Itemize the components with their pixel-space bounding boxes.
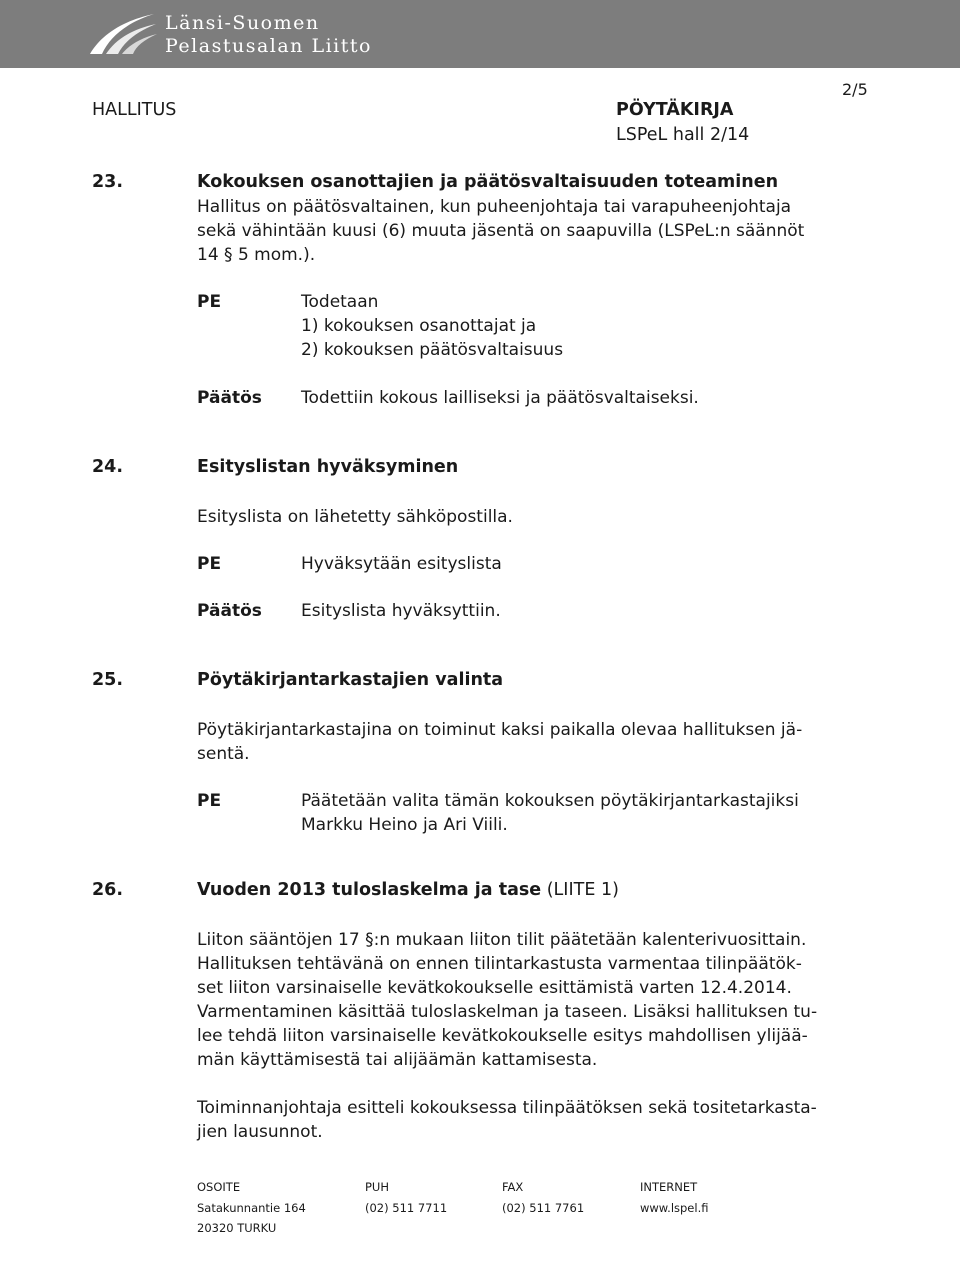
- section-title: Esityslistan hyväksyminen: [197, 457, 459, 477]
- footer-address-label: OSOITE: [197, 1180, 241, 1194]
- paragraph-line: män käyttämisestä tai alijäämän kattamisesta.: [197, 1050, 598, 1070]
- section-number: 23.: [92, 172, 124, 192]
- footer-internet-label: INTERNET: [640, 1180, 698, 1194]
- proposal-label: PE: [197, 292, 222, 312]
- section-body-line: sentä.: [197, 744, 250, 764]
- proposal-line: Markku Heino ja Ari Viili.: [301, 815, 508, 835]
- paragraph-line: Toiminnanjohtaja esitteli kokouksessa tilinpäätöksen sekä tositetarkasta-: [197, 1098, 817, 1118]
- proposal-line: 1) kokouksen osanottajat ja: [301, 316, 537, 336]
- section-title: Pöytäkirjantarkastajien valinta: [197, 670, 504, 690]
- footer-fax: (02) 511 7761: [502, 1201, 585, 1215]
- section-title: Vuoden 2013 tuloslaskelma ja tase: [197, 880, 542, 900]
- section-number: 25.: [92, 670, 124, 690]
- proposal-line: 2) kokouksen päätösvaltaisuus: [301, 340, 564, 360]
- logo-swoosh-icon: [88, 10, 158, 56]
- section-body-line: sekä vähintään kuusi (6) muuta jäsentä on saapuvilla (LSPeL:n säännöt: [197, 221, 805, 241]
- paragraph-line: Liiton sääntöjen 17 §:n mukaan liiton tilit päätetään kalenterivuosittain.: [197, 930, 807, 950]
- footer-fax-label: FAX: [502, 1180, 524, 1194]
- section-title-row: [197, 880, 619, 900]
- section-body-line: Hallitus on päätösvaltainen, kun puheenjohtaja tai varapuheenjohtaja: [197, 197, 792, 217]
- proposal-label: PE: [197, 791, 222, 811]
- footer-website-link[interactable]: www.lspel.fi: [640, 1201, 709, 1215]
- decision-text: Todettiin kokous lailliseksi ja päätösvaltaiseksi.: [301, 388, 699, 408]
- decision-label: Päätös: [197, 388, 262, 408]
- section-number: 26.: [92, 880, 124, 900]
- section-body-line: Esityslista on lähetetty sähköpostilla.: [197, 507, 513, 527]
- footer-city: 20320 TURKU: [197, 1221, 277, 1235]
- footer-phone-label: PUH: [365, 1180, 389, 1194]
- paragraph-line: lee tehdä liiton varsinaiselle kevätkokoukselle esitys mahdollisen ylijää-: [197, 1026, 808, 1046]
- org-name-line1: Länsi-Suomen: [165, 12, 320, 34]
- document-type: PÖYTÄKIRJA: [616, 100, 734, 120]
- page-number: 2/5: [842, 80, 868, 99]
- paragraph-line: set liiton varsinaiselle kevätkokoukselle esittämistä varten 12.4.2014.: [197, 978, 792, 998]
- section-number: 24.: [92, 457, 124, 477]
- board-title: HALLITUS: [92, 100, 177, 120]
- document-reference: LSPeL hall 2/14: [616, 125, 750, 145]
- proposal-line: Todetaan: [301, 292, 379, 312]
- paragraph-line: Varmentaminen käsittää tuloslaskelman ja taseen. Lisäksi hallituksen tu-: [197, 1002, 818, 1022]
- org-name-line2: Pelastusalan Liitto: [165, 35, 372, 57]
- footer-street: Satakunnantie 164: [197, 1201, 306, 1215]
- paragraph-line: Hallituksen tehtävänä on ennen tilintarkastusta varmentaa tilinpäätök-: [197, 954, 802, 974]
- footer-phone: (02) 511 7711: [365, 1201, 448, 1215]
- proposal-line: Hyväksytään esityslista: [301, 554, 502, 574]
- proposal-line: Päätetään valita tämän kokouksen pöytäkirjantarkastajiksi: [301, 791, 799, 811]
- paragraph-line: jien lausunnot.: [197, 1122, 323, 1142]
- decision-label: Päätös: [197, 601, 262, 621]
- decision-text: Esityslista hyväksyttiin.: [301, 601, 501, 621]
- header-banner: [0, 0, 960, 68]
- section-title: Kokouksen osanottajien ja päätösvaltaisuuden toteaminen: [197, 172, 779, 192]
- attachment-ref: (LIITE 1): [541, 880, 619, 900]
- section-body-line: Pöytäkirjantarkastajina on toiminut kaksi paikalla olevaa hallituksen jä-: [197, 720, 803, 740]
- section-body-line: 14 § 5 mom.).: [197, 245, 316, 265]
- proposal-label: PE: [197, 554, 222, 574]
